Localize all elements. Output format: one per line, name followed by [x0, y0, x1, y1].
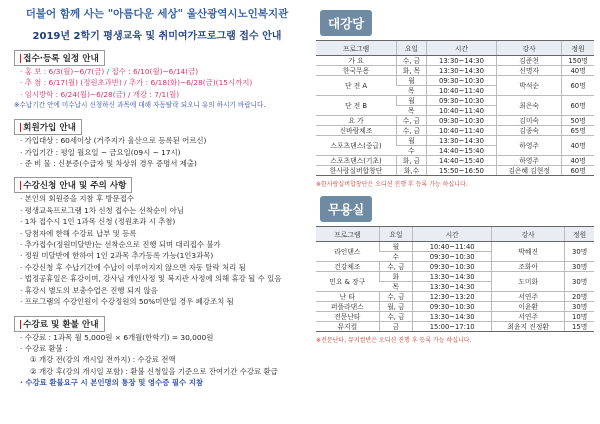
instructor-cell: 최윤지 진정환 [492, 322, 565, 332]
registration-line: · 법정공휴일은 휴강이며, 강사님 개인사정 및 복지관 사정에 의해 휴강 될 수 있음 [20, 274, 282, 284]
day-cell: 금 [379, 322, 413, 332]
registration-line: · 정원 미달반에 한하여 1인 2과목 추가등록 가능(1인3과목) [20, 251, 214, 261]
table-row [316, 322, 594, 332]
time-cell: 09:30~10:30 [426, 116, 496, 126]
section-heading-schedule: |접수·등록 일정 안내 [14, 50, 105, 66]
time-cell: 13:30~14:30 [426, 66, 496, 76]
table-row [316, 116, 594, 126]
table-row [316, 272, 594, 282]
left-column [4, 6, 310, 389]
table-row [316, 66, 594, 76]
table2-note: ※전문난타, 뮤지컬반은 오디션 진행 후 등록 가능 하십니다. [316, 337, 472, 344]
header-subtitle: 2019년 2학기 평생교육 및 취미여가프로그램 접수 안내 [32, 31, 282, 42]
day-cell: 목 [379, 282, 413, 292]
instructor-cell: 도미화 [492, 272, 565, 292]
instructor-cell: 김은혜 김현정 [497, 166, 562, 176]
fee-line: ② 개강 후(강의 개시일 포함) : 환불 신청일을 기준으로 잔여기간 수강료 환급 [30, 366, 278, 376]
day-cell: 수, 금 [397, 56, 427, 66]
program-cell: 전문난타 [316, 312, 379, 322]
instructor-cell: 조화아 [492, 262, 565, 272]
column-header: 강사 [492, 227, 565, 242]
day-cell: 수 [379, 252, 413, 262]
day-cell: 화, 목 [397, 66, 427, 76]
day-cell: 화, 금 [397, 156, 427, 166]
program-cell: 민요 & 장구 [316, 272, 379, 292]
capacity-cell: 40명 [562, 66, 594, 76]
time-cell: 14:40~15:40 [426, 146, 496, 156]
table1-title: 대강당 [320, 10, 372, 36]
day-cell: 수, 금 [397, 116, 427, 126]
time-cell: 13:30~14:30 [413, 312, 492, 322]
registration-line: · 프로그램의 수강인원이 수강정원의 50%미만일 경우 폐강조치 됨 [20, 297, 234, 307]
program-cell: 단 전 B [316, 96, 397, 116]
membership-line: · 가입대상 : 60세이상 (거주지가 울산으로 등록된 어르신) [20, 136, 207, 146]
time-cell: 13:30~14:30 [426, 56, 496, 66]
day-cell: 화 [379, 272, 413, 282]
schedule-line: · 홍 보 : 6/3(월)~6/7(금) / 접수 : 6/10(월)~6/14(금) [20, 67, 199, 76]
registration-line: · 휴강시 별도의 보충수업은 진행 되지 않음 [20, 285, 158, 295]
capacity-cell: 65명 [562, 126, 594, 136]
day-cell: 수, 금 [379, 262, 413, 272]
capacity-cell: 30명 [565, 242, 594, 262]
day-cell: 수, 금 [379, 312, 413, 322]
capacity-cell: 50명 [562, 116, 594, 126]
time-cell: 10:40~11:40 [426, 106, 496, 116]
dance-room-table [316, 226, 594, 332]
column-header: 프로그램 [316, 227, 379, 242]
day-cell: 수, 금 [379, 292, 413, 302]
day-cell: 월, 금 [379, 302, 413, 312]
instructor-cell: 김미숙 [497, 116, 562, 126]
time-cell: 09:30~10:30 [413, 262, 492, 272]
column-header: 요일 [379, 227, 413, 242]
membership-line: · 가입기간 : 평일 월요일 ~ 금요일(09시 ~ 17시) [20, 147, 181, 157]
day-cell: 월 [397, 96, 427, 106]
capacity-cell: 150명 [562, 56, 594, 66]
table-row [316, 56, 594, 66]
capacity-cell: 30명 [565, 272, 594, 292]
program-cell: 스포츠댄스(기초) [316, 156, 397, 166]
time-cell: 15:50~16:50 [426, 166, 496, 176]
day-cell: 화,수 [397, 166, 427, 176]
capacity-cell: 40명 [562, 136, 594, 156]
table-row [316, 262, 594, 272]
registration-line: · 추가접수(정원미달반)는 선착순으로 진행 되며 대리접수 불가 [20, 240, 221, 250]
schedule-line: · 추 첨 : 6/17(월) (정원초과반) / 추가 : 6/18(화)~6/28(금)(15시까지) [20, 78, 253, 88]
instructor-cell: 신명자 [497, 66, 562, 76]
capacity-cell: 40명 [562, 156, 594, 166]
registration-line: · 1차 접수시 1인 1과목 신청 (정원초과 시 추첨) [20, 217, 176, 227]
day-cell: 월 [397, 136, 427, 146]
time-cell: 09:30~10:30 [426, 76, 496, 86]
capacity-cell: 15명 [565, 322, 594, 332]
schedule-line: · 임시방학 : 6/24(월)~6/28(금) / 개강 : 7/1(월) [20, 89, 180, 99]
column-header: 요일 [397, 41, 427, 56]
capacity-cell: 60명 [562, 166, 594, 176]
instructor-cell: 서연주 [492, 312, 565, 322]
program-cell: 뮤지컬 [316, 322, 379, 332]
header-title: 더불어 함께 사는 "아름다운 세상" 울산광역시노인복지관 [25, 8, 289, 20]
fee-line: ① 개강 전(강의 개시일 전까지) : 수강료 전액 [30, 355, 176, 365]
section-heading-membership: |회원가입 안내 [14, 119, 82, 135]
right-column [312, 10, 596, 344]
program-cell: 단 전 A [316, 76, 397, 96]
column-header: 강사 [497, 41, 562, 56]
column-header: 정원 [562, 41, 594, 56]
time-cell: 15:00~17:10 [413, 322, 492, 332]
table-row [316, 302, 594, 312]
program-cell: 한국무용 [316, 66, 397, 76]
column-header: 정원 [565, 227, 594, 242]
capacity-cell: 30명 [565, 302, 594, 312]
table-row [316, 96, 594, 106]
instructor-cell: 최은숙 [497, 96, 562, 116]
time-cell: 13:30~14:30 [413, 272, 492, 282]
instructor-cell: 김종숙 [497, 126, 562, 136]
column-header: 프로그램 [316, 41, 397, 56]
table-row [316, 136, 594, 146]
table2-title: 무용실 [320, 196, 372, 222]
time-cell: 12:30~13:20 [413, 292, 492, 302]
section-heading-registration: |수강신청 안내 및 주의 사항 [14, 177, 132, 193]
time-cell: 10:40~11:40 [426, 126, 496, 136]
capacity-cell: 20명 [565, 292, 594, 302]
program-cell: 스포츠댄스(중급) [316, 136, 397, 156]
table-row [316, 156, 594, 166]
time-cell: 09:30~10:30 [413, 302, 492, 312]
instructor-cell: 박석순 [497, 76, 562, 96]
time-cell: 09:30~10:30 [413, 252, 492, 262]
time-cell: 13:30~14:30 [426, 136, 496, 146]
time-cell: 09:30~10:30 [426, 96, 496, 106]
registration-line: · 평생교육프로그램 1차 신청 접수는 선착순이 아님 [20, 205, 184, 215]
day-cell: 수, 금 [397, 126, 427, 136]
program-cell: 라인댄스 [316, 242, 379, 262]
column-header: 시간 [413, 227, 492, 242]
table-row [316, 166, 594, 176]
instructor-cell: 박혜진 [492, 242, 565, 262]
hall-schedule-table [316, 40, 594, 176]
capacity-cell: 60명 [562, 76, 594, 96]
day-cell: 월 [379, 242, 413, 252]
program-cell: 신바람체조 [316, 126, 397, 136]
section-heading-fee: |수강료 및 환불 안내 [14, 316, 105, 332]
time-cell: 13:30~14:30 [413, 282, 492, 292]
program-cell: 한사랑실버합창단 [316, 166, 397, 176]
table-row [316, 242, 594, 252]
table-row [316, 76, 594, 86]
instructor-cell: 하영주 [497, 136, 562, 156]
table-row [316, 292, 594, 302]
capacity-cell: 30명 [565, 262, 594, 272]
program-cell: 난 타 [316, 292, 379, 302]
day-cell: 수 [397, 146, 427, 156]
registration-line: · 수강신청 후 수납기간에 수납이 이루어지지 않으면 자동 탈락 처리 됨 [20, 262, 246, 272]
time-cell: 10:40~11:40 [426, 86, 496, 96]
day-cell: 월 [397, 76, 427, 86]
registration-line: · 본인의 회원증을 지참 후 방문접수 [20, 194, 135, 204]
table1-note: ※한사랑실버합창단은 오디션 진행 후 등록 가능 하십니다. [316, 181, 468, 188]
capacity-cell: 60명 [562, 96, 594, 116]
program-cell: 건강체조 [316, 262, 379, 272]
time-cell: 10:40~11:40 [413, 242, 492, 252]
program-cell: 가 요 [316, 56, 397, 66]
fee-line: · 수강료 환불요구 시 본인명의 통장 및 영수증 필수 지참 [20, 378, 204, 388]
day-cell: 목 [397, 86, 427, 96]
instructor-cell: 이윤환 [492, 302, 565, 312]
column-header: 시간 [426, 41, 496, 56]
table-row [316, 126, 594, 136]
schedule-note: ※수납기간 안에 미수납시 신청하신 과목에 대해 자동탈락 되오니 유의 하시기 바랍니다. [14, 101, 266, 110]
table-row [316, 312, 594, 322]
time-cell: 14:40~15:40 [426, 156, 496, 166]
capacity-cell: 10명 [565, 312, 594, 322]
membership-line: · 준 비 물 : 신분증(수급자 및 차상위 경우 증명서 제출) [20, 159, 197, 169]
instructor-cell: 하영주 [497, 156, 562, 166]
instructor-cell: 김준천 [497, 56, 562, 66]
fee-line: · 수강료 : 1과목 월 5,000원 × 6개월(한학기) = 30,000원 [20, 332, 214, 342]
day-cell: 목 [397, 106, 427, 116]
program-cell: 요 가 [316, 116, 397, 126]
fee-line: · 수강료 환불 : [20, 343, 68, 353]
instructor-cell: 서연주 [492, 292, 565, 302]
registration-line: · 당첨자에 한해 수강료 납부 및 등록 [20, 228, 137, 238]
program-cell: 퍼플라댄스 [316, 302, 379, 312]
